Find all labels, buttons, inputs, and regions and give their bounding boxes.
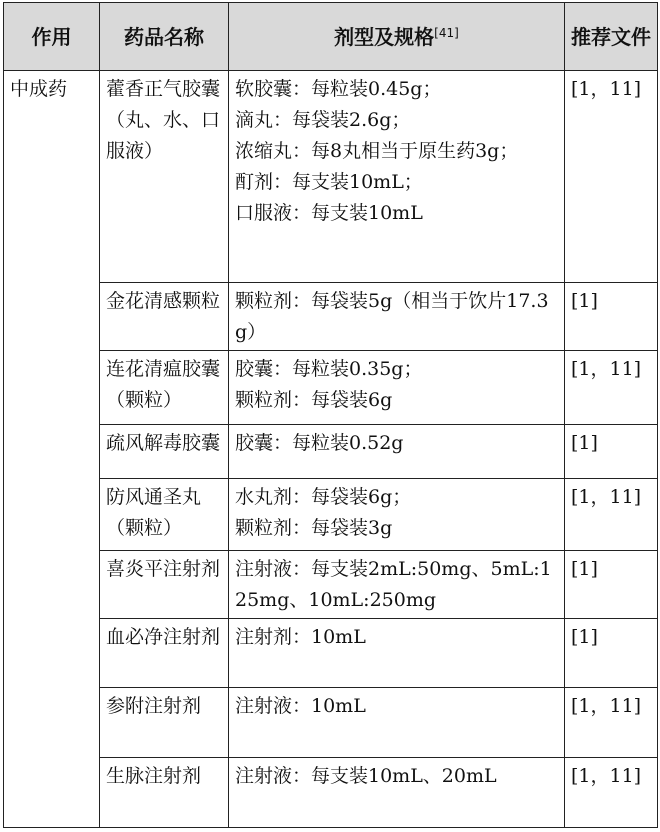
drug-name-cell: 防风通圣丸（颗粒） — [100, 479, 229, 551]
ref-cell: [1] — [565, 425, 658, 479]
table-row — [4, 479, 658, 551]
spec-line: 口服液：每支装10mL — [235, 202, 423, 224]
spec-cell — [229, 551, 565, 619]
drug-name-cell: 血必净注射剂 — [100, 619, 229, 688]
table-row — [4, 619, 658, 688]
table-row — [4, 283, 658, 351]
drug-name-cell: 生脉注射剂 — [100, 758, 229, 828]
drug-name-cell: 金花清感颗粒 — [100, 283, 229, 351]
drug-name-cell: 连花清瘟胶囊（颗粒） — [100, 351, 229, 425]
spec-line: 水丸剂：每袋装6g； — [235, 486, 412, 508]
spec-line: 颗粒剂：每袋装5g（相当于饮片17.3g） — [235, 290, 549, 343]
spec-line: 胶囊：每粒装0.52g — [235, 432, 404, 454]
spec-cell — [229, 688, 565, 758]
ref-cell: [1] — [565, 551, 658, 619]
table-row — [4, 425, 658, 479]
spec-line: 注射液：10mL — [235, 695, 366, 717]
category-cell: 中成药 — [4, 71, 100, 828]
ref-cell: [1，11] — [565, 479, 658, 551]
ref-cell: [1，11] — [565, 71, 658, 283]
header-use: 作用 — [4, 3, 100, 71]
ref-cell: [1，11] — [565, 758, 658, 828]
table-row — [4, 71, 658, 283]
spec-line: 颗粒剂：每袋装6g — [235, 389, 393, 411]
spec-cell — [229, 619, 565, 688]
header-doc: 推荐文件 — [565, 3, 658, 71]
spec-line: 胶囊：每粒装0.35g； — [235, 358, 423, 380]
header-spec-ref: [41] — [434, 25, 459, 40]
spec-cell — [229, 283, 565, 351]
table-row — [4, 688, 658, 758]
drug-table — [3, 2, 658, 828]
spec-line: 注射液：每支装2mL:50mg、5mL:125mg、10mL:250mg — [235, 558, 552, 611]
header-spec-label: 剂型及规格 — [334, 24, 435, 49]
table-row — [4, 551, 658, 619]
table-row — [4, 351, 658, 425]
drug-name-cell: 喜炎平注射剂 — [100, 551, 229, 619]
spec-cell — [229, 351, 565, 425]
spec-cell — [229, 425, 565, 479]
spec-line: 滴丸：每袋装2.6g； — [235, 109, 411, 131]
spec-cell — [229, 479, 565, 551]
spec-line: 酊剂：每支装10mL； — [235, 171, 423, 193]
header-spec — [229, 3, 565, 71]
spec-line: 颗粒剂：每袋装3g — [235, 517, 393, 539]
spec-cell — [229, 758, 565, 828]
ref-cell: [1] — [565, 619, 658, 688]
header-row — [4, 3, 658, 71]
ref-cell: [1] — [565, 283, 658, 351]
spec-line: 软胶囊：每粒装0.45g； — [235, 78, 442, 100]
spec-line: 浓缩丸：每8丸相当于原生药3g； — [235, 140, 519, 162]
spec-cell — [229, 71, 565, 283]
ref-cell: [1，11] — [565, 351, 658, 425]
ref-cell: [1，11] — [565, 688, 658, 758]
drug-name-cell: 藿香正气胶囊（丸、水、口服液） — [100, 71, 229, 283]
drug-name-cell: 参附注射剂 — [100, 688, 229, 758]
spec-line: 注射液：每支装10mL、20mL — [235, 765, 497, 787]
spec-line: 注射剂：10mL — [235, 626, 366, 648]
drug-name-cell: 疏风解毒胶囊 — [100, 425, 229, 479]
table-row — [4, 758, 658, 828]
header-name: 药品名称 — [100, 3, 229, 71]
